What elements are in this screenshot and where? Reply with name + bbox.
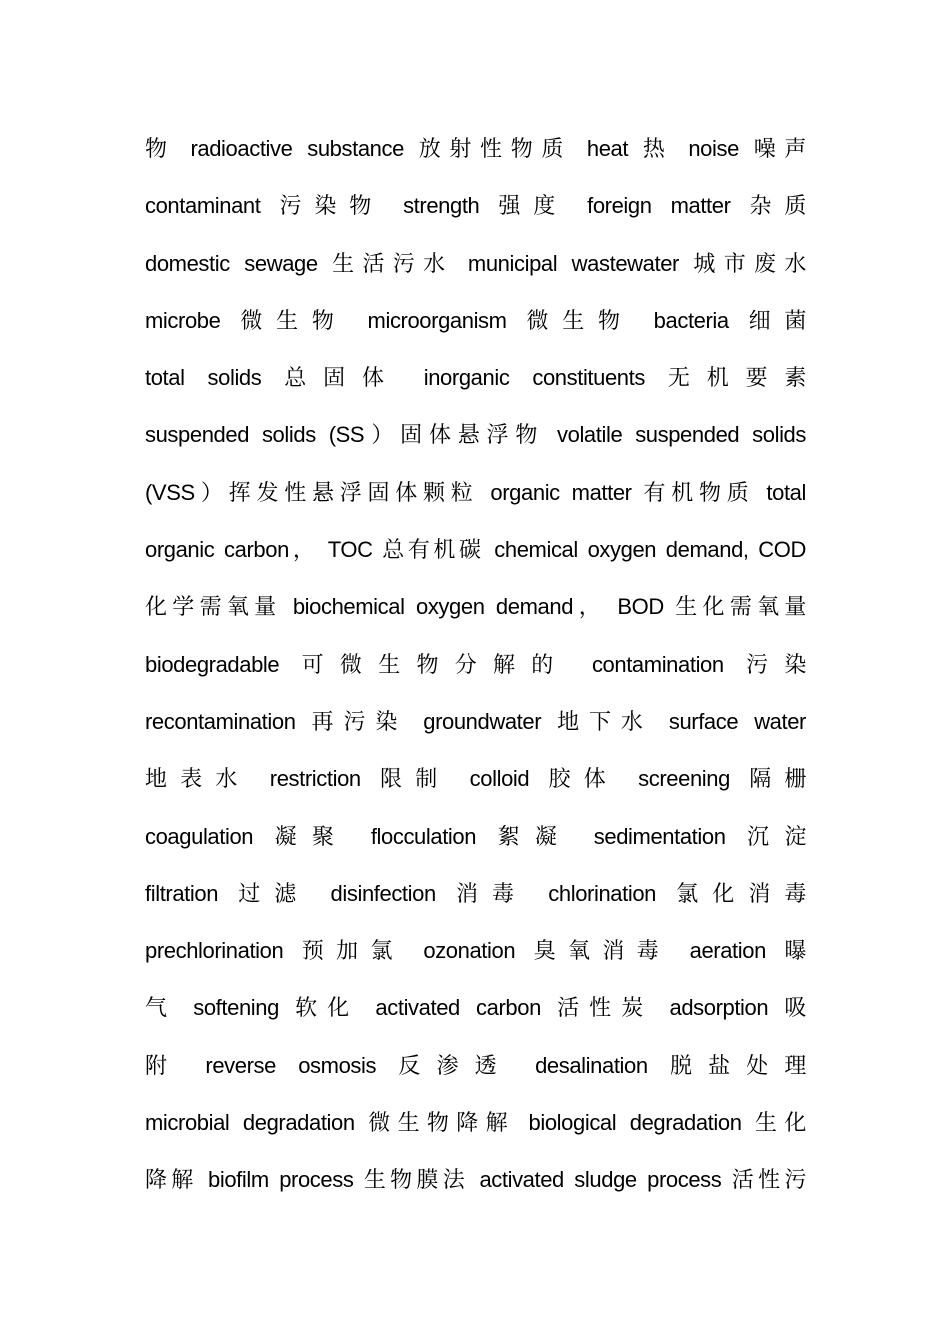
text-line: total solids 总固体 inorganic constituents 无机要素 bbox=[145, 365, 806, 391]
text-line: prechlorination 预加氯 ozonation 臭氧消毒 aeration 曝 bbox=[145, 938, 806, 964]
text-line: biodegradable 可微生物分解的 contamination 污染 bbox=[145, 651, 806, 677]
text-line: suspended solids (SS）固体悬浮物 volatile suspended solids bbox=[145, 422, 806, 448]
text-line: microbial degradation 微生物降解 biological degradation 生化 bbox=[145, 1110, 806, 1136]
text-line: 附 reverse osmosis 反渗透 desalination 脱盐处理 bbox=[145, 1052, 806, 1078]
text-line: 气 softening 软化 activated carbon 活性炭 adsorption 吸 bbox=[145, 995, 806, 1021]
text-line: 地表水 restriction 限制 colloid 胶体 screening 隔栅 bbox=[145, 766, 806, 792]
text-line: domestic sewage 生活污水 municipal wastewater 城市废水 bbox=[145, 250, 806, 276]
text-line: 化学需氧量 biochemical oxygen demand， BOD 生化需氧量 bbox=[145, 594, 806, 620]
text-line: contaminant 污染物 strength 强度 foreign matter 杂质 bbox=[145, 193, 806, 219]
text-line: microbe 微生物 microorganism 微生物 bacteria 细菌 bbox=[145, 307, 806, 333]
text-line: coagulation 凝聚 flocculation 絮凝 sedimentation 沉淀 bbox=[145, 823, 806, 849]
glossary-text bbox=[145, 127, 806, 1216]
text-line: 物 radioactive substance 放射性物质 heat 热 noise 噪声 bbox=[145, 136, 806, 161]
text-line: filtration 过滤 disinfection 消毒 chlorination 氯化消毒 bbox=[145, 880, 806, 906]
text-line: recontamination 再污染 groundwater 地下水 surface water bbox=[145, 708, 806, 734]
text-line: organic carbon， TOC 总有机碳 chemical oxygen demand, COD bbox=[145, 537, 806, 563]
text-line: (VSS）挥发性悬浮固体颗粒 organic matter 有机物质 total bbox=[145, 479, 806, 505]
text-line: 降解 biofilm process 生物膜法 activated sludge process 活性污 bbox=[145, 1167, 806, 1193]
